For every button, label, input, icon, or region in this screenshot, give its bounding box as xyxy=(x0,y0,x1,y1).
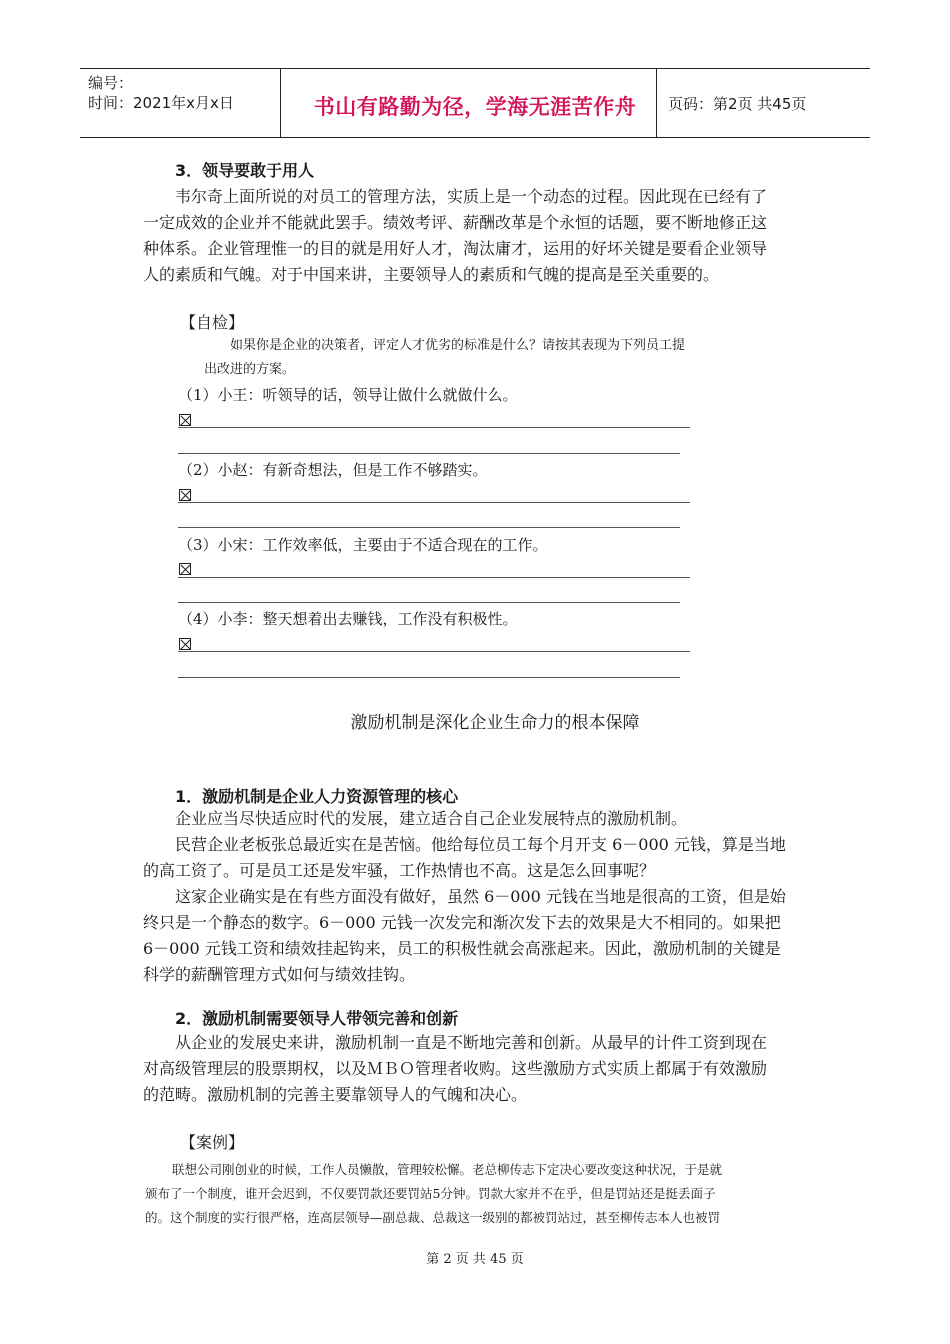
selfcheck-item: （3）小宋：工作效率低，主要由于不适合现在的工作。 xyxy=(178,536,548,554)
checkbox-icon[interactable] xyxy=(179,638,191,650)
answer-line[interactable] xyxy=(178,602,680,603)
section-heading: 2．激励机制需要领导人带领完善和创新 xyxy=(175,1009,459,1028)
checkbox-icon[interactable] xyxy=(179,489,191,501)
answer-line[interactable] xyxy=(178,527,680,528)
paragraph-line: 6－000 元钱工资和绩效挂起钩来，员工的积极性就会高涨起来。因此，激励机制的关键是 xyxy=(143,939,781,958)
paragraph-line: 种体系。企业管理惟一的目的就是用好人才，淘汰庸才，运用的好坏关键是要看企业领导 xyxy=(143,239,768,258)
paragraph-line: 企业应当尽快适应时代的发展，建立适合自己企业发展特点的激励机制。 xyxy=(175,809,688,828)
header-divider xyxy=(280,69,281,137)
paragraph-line: 人的素质和气魄。对于中国来讲，主要领导人的素质和气魄的提高是至关重要的。 xyxy=(143,265,720,284)
time-label: 时间：2021年x月x日 xyxy=(88,94,234,112)
article-title: 激励机制是深化企业生命力的根本保障 xyxy=(350,713,640,733)
paragraph-line: 民营企业老板张总最近实在是苦恼。他给每位员工每个月开支 6－000 元钱，算是当地 xyxy=(175,835,786,854)
paragraph-line: 的高工资了。可是员工还是发牢骚，工作热情也不高。这是怎么回事呢？ xyxy=(143,861,656,880)
selfcheck-item: （2）小赵：有新奇想法，但是工作不够踏实。 xyxy=(178,461,488,479)
header-meta xyxy=(88,73,234,113)
paragraph-line: 终只是一个静态的数字。6－000 元钱一次发完和渐次发下去的效果是大不相同的。如果把 xyxy=(143,913,781,932)
prompt-line: 出改进的方案。 xyxy=(204,362,296,377)
case-line: 联想公司刚创业的时候，工作人员懒散，管理较松懈。老总柳传志下定决心要改变这种状况，于是就 xyxy=(172,1162,723,1177)
section-paragraph xyxy=(143,806,815,988)
checkbox-icon[interactable] xyxy=(179,414,191,426)
checkbox-icon[interactable] xyxy=(179,563,191,575)
paragraph-line: 从企业的发展史来讲，激励机制一直是不断地完善和创新。从最早的计件工资到现在 xyxy=(175,1033,768,1052)
serial-label: 编号： xyxy=(88,74,134,92)
section-paragraph xyxy=(143,184,815,288)
header-motto: 书山有路勤为径，学海无涯苦作舟 xyxy=(313,95,637,119)
page-number-label: 页码：第2页 共45页 xyxy=(668,95,807,113)
paragraph-line: 这家企业确实是在有些方面没有做好，虽然 6－000 元钱在当地是很高的工资，但是始 xyxy=(175,887,786,906)
paragraph-line: 一定成效的企业并不能就此罢手。绩效考评、薪酬改革是个永恒的话题，要不断地修正这 xyxy=(143,213,768,232)
answer-line[interactable] xyxy=(178,502,690,503)
answer-line[interactable] xyxy=(178,677,680,678)
section-heading: 1．激励机制是企业人力资源管理的核心 xyxy=(175,787,459,806)
answer-line[interactable] xyxy=(178,427,690,428)
case-line: 颁布了一个制度，谁开会迟到，不仅要罚款还要罚站5分钟。罚款大家并不在乎，但是罚站还是挺丢面子 xyxy=(145,1186,716,1201)
prompt-line: 如果你是企业的决策者，评定人才优劣的标准是什么？请按其表现为下列员工提 xyxy=(230,338,686,353)
paragraph-line: 科学的薪酬管理方式如何与绩效挂钩。 xyxy=(143,965,416,984)
case-paragraph xyxy=(145,1158,832,1230)
answer-line[interactable] xyxy=(178,651,690,652)
case-title: 【案例】 xyxy=(180,1133,245,1152)
paragraph-line: 对高级管理层的股票期权，以及ＭＢＯ管理者收购。这些激励方式实质上都属于有效激励 xyxy=(143,1059,768,1078)
section-heading: 3．领导要敢于用人 xyxy=(175,161,315,180)
page-footer: 第 2 页 共 45 页 xyxy=(426,1252,524,1267)
answer-line[interactable] xyxy=(178,577,690,578)
selfcheck-title: 【自检】 xyxy=(180,313,245,332)
case-line: 的。这个制度的实行很严格，连高层领导—副总裁、总裁这一级别的都被罚站过，甚至柳传志本人也被罚 xyxy=(145,1210,721,1225)
paragraph-line: 的范畴。激励机制的完善主要靠领导人的气魄和决心。 xyxy=(143,1085,528,1104)
answer-line[interactable] xyxy=(178,453,680,454)
paragraph-line: 韦尔奇上面所说的对员工的管理方法，实质上是一个动态的过程。因此现在已经有了 xyxy=(175,187,768,206)
header-divider xyxy=(656,69,657,137)
selfcheck-item: （1）小王：听领导的话，领导让做什么就做什么。 xyxy=(178,386,518,404)
selfcheck-prompt xyxy=(204,334,790,382)
document-header xyxy=(80,68,870,138)
selfcheck-item: （4）小李：整天想着出去赚钱，工作没有积极性。 xyxy=(178,610,518,628)
section-paragraph xyxy=(143,1030,815,1108)
